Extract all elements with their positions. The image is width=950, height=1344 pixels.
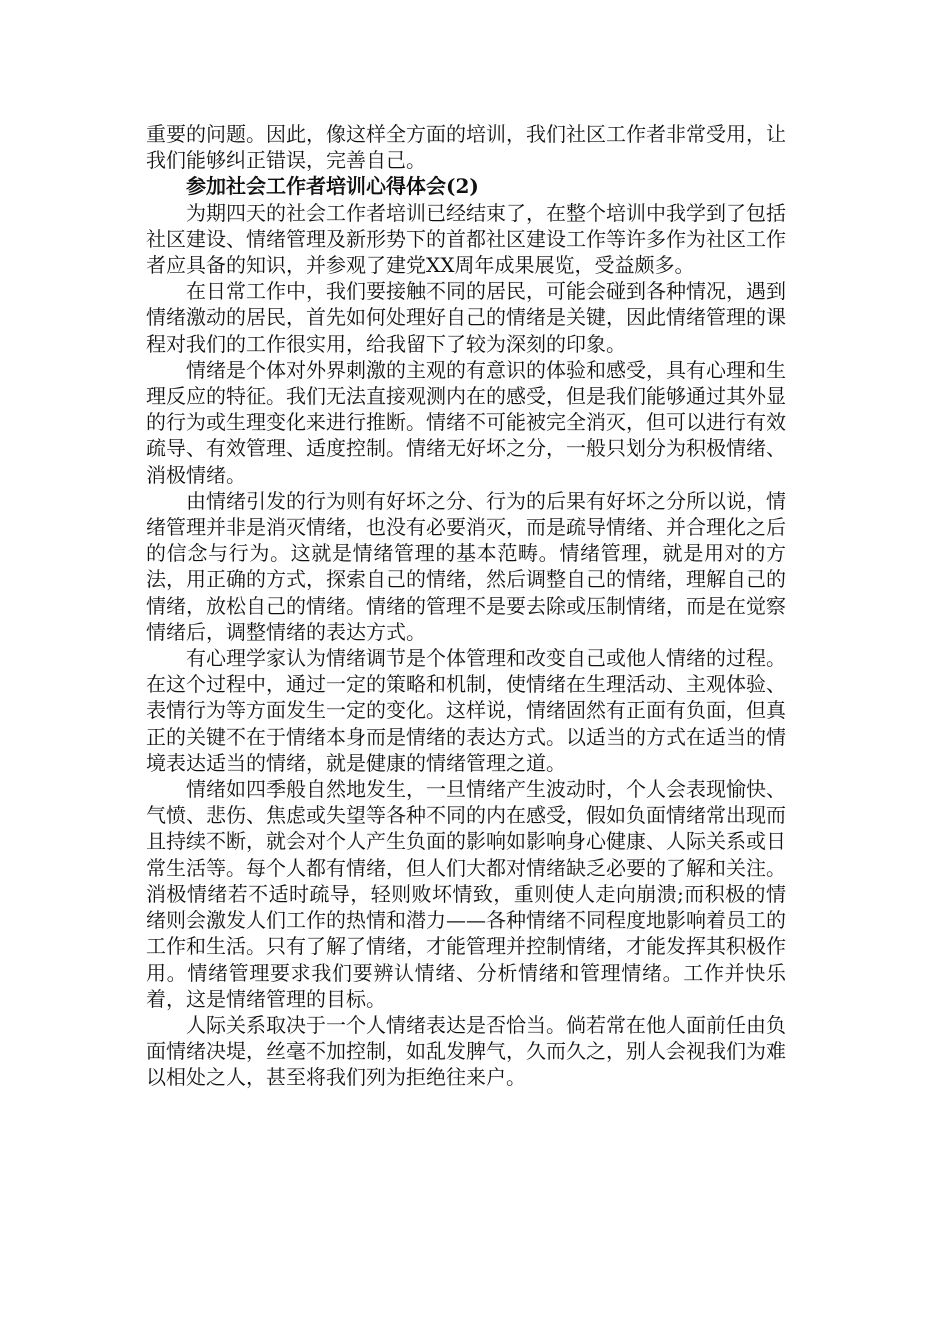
paragraph-4: 由情绪引发的行为则有好坏之分、行为的后果有好坏之分所以说，情绪管理并非是消灭情绪，也没有必要消灭，而是疏导情绪、并合理化之后的信念与行为。这就是情绪管理的基本范畴。情绪管理，就是用对的方法，用正确的方式，探索自己的情绪，然后调整自己的情绪，理解自己的情绪，放松自己的情绪。情绪的管理不是要去除或压制情绪，而是在觉察情绪后，调整情绪的表达方式。 xyxy=(146,488,786,644)
document-page xyxy=(146,121,786,1091)
section-heading: 参加社会工作者培训心得体会(2) xyxy=(186,174,479,199)
paragraph-5: 有心理学家认为情绪调节是个体管理和改变自己或他人情绪的过程。在这个过程中，通过一定的策略和机制，使情绪在生理活动、主观体验、表情行为等方面发生一定的变化。这样说，情绪固然有正面有负面，但真正的关键不在于情绪本身而是情绪的表达方式。以适当的方式在适当的情境表达适当的情绪，就是健康的情绪管理之道。 xyxy=(146,646,786,775)
paragraph-3: 情绪是个体对外界刺激的主观的有意识的体验和感受，具有心理和生理反应的特征。我们无法直接观测内在的感受，但是我们能够通过其外显的行为或生理变化来进行推断。情绪不可能被完全消灭，但可以进行有效疏导、有效管理、适度控制。情绪无好坏之分，一般只划分为积极情绪、消极情绪。 xyxy=(146,357,786,487)
continuation-paragraph: 重要的问题。因此，像这样全方面的培训，我们社区工作者非常受用，让我们能够纠正错误，完善自己。 xyxy=(146,122,786,173)
paragraph-1: 为期四天的社会工作者培训已经结束了，在整个培训中我学到了包括社区建设、情绪管理及新形势下的首都社区建设工作等许多作为社区工作者应具备的知识，并参观了建党XX周年成果展览，受益颇多。 xyxy=(146,200,786,278)
paragraph-6: 情绪如四季般自然地发生，一旦情绪产生波动时，个人会表现愉快、气愤、悲伤、焦虑或失望等各种不同的内在感受，假如负面情绪常出现而且持续不断，就会对个人产生负面的影响如影响身心健康、人际关系或日常生活等。每个人都有情绪，但人们大都对情绪缺乏必要的了解和关注。消极情绪若不适时疏导，轻则败坏情致，重则使人走向崩溃;而积极的情绪则会激发人们工作的热情和潜力——各种情绪不同程度地影响着员工的工作和生活。只有了解了情绪，才能管理并控制情绪，才能发挥其积极作用。情绪管理要求我们要辨认情绪、分析情绪和管理情绪。工作并快乐着，这是情绪管理的目标。 xyxy=(146,777,786,1011)
paragraph-7: 人际关系取决于一个人情绪表达是否恰当。倘若常在他人面前任由负面情绪决堤，丝毫不加控制，如乱发脾气，久而久之，别人会视我们为难以相处之人，甚至将我们列为拒绝往来户。 xyxy=(146,1012,786,1090)
paragraph-2: 在日常工作中，我们要接触不同的居民，可能会碰到各种情况，遇到情绪激动的居民，首先如何处理好自己的情绪是关键，因此情绪管理的课程对我们的工作很实用，给我留下了较为深刻的印象。 xyxy=(146,279,786,356)
